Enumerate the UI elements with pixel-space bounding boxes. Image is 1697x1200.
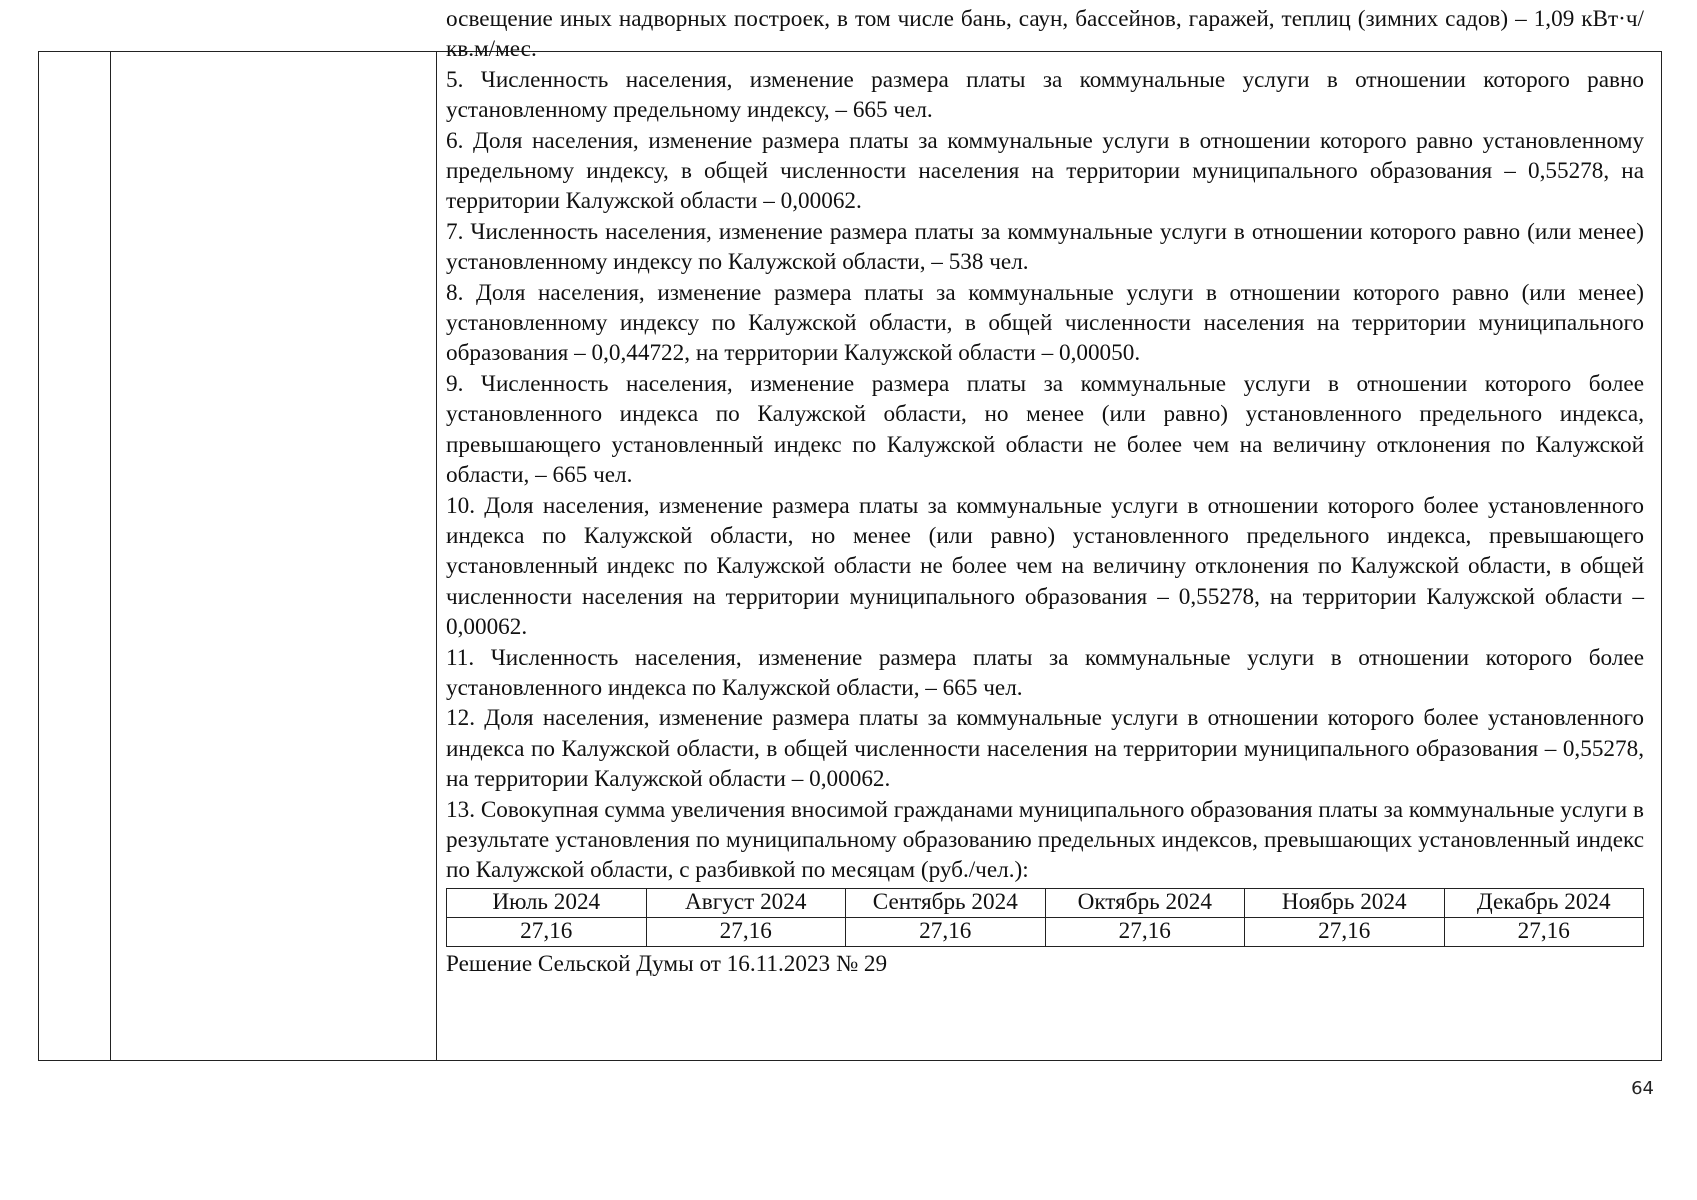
paragraph: 5. Численность населения, изменение размера платы за коммунальные услуги в отношении которого равно установленному предельному индексу, – 665 чел.: [446, 66, 1644, 124]
table-cell: 27,16: [1444, 917, 1644, 946]
paragraph: 6. Доля населения, изменение размера платы за коммунальные услуги в отношении которого равно установленному предельному индексу, в общей численности населения на территории муниципального образования – 0,55278, на территории Калужской области – 0,00062.: [446, 127, 1644, 215]
table-header-cell: Август 2024: [646, 888, 846, 917]
table-row: [447, 917, 1644, 946]
paragraph: освещение иных надворных построек, в том числе бань, саун, бассейнов, гаражей, теплиц (зимних садов) – 1,09 кВт·ч/кв.м/мес.: [446, 6, 1644, 63]
table-cell: 27,16: [646, 917, 846, 946]
paragraph: 12. Доля населения, изменение размера платы за коммунальные услуги в отношении которого более установленного индекса по Калужской области, в общей численности населения на территории муниципального образования – 0,55278, на территории Калужской области – 0,00062.: [446, 705, 1644, 793]
paragraph: 10. Доля населения, изменение размера платы за коммунальные услуги в отношении которого более установленного индекса по Калужской области, но менее (или равно) установленного предельного индекса, превышающего установленный индекс по Калужской области не более чем на величину отклонения по Калужской области, в общей численности населения на территории муниципального образования – 0,55278, на территории Калужской области – 0,00062.: [446, 492, 1644, 641]
paragraph: 8. Доля населения, изменение размера платы за коммунальные услуги в отношении которого равно (или менее) установленному индексу по Калужской области, в общей численности населения на территории муниципального образования – 0,0,44722, на территории Калужской области – 0,00050.: [446, 279, 1644, 367]
paragraph: 13. Совокупная сумма увеличения вносимой гражданами муниципального образования платы за коммунальные услуги в результате установления по муниципальному образованию предельных индексов, превышающих установленный индекс по Калужской области, с разбивкой по месяцам (руб./чел.):: [446, 796, 1644, 884]
page-number: 64: [1631, 1078, 1654, 1099]
content-cell: [446, 4, 1644, 979]
paragraph: 11. Численность населения, изменение размера платы за коммунальные услуги в отношении которого более установленного индекса по Калужской области, – 665 чел.: [446, 644, 1644, 701]
table-cell: 27,16: [447, 917, 647, 946]
column-divider: [110, 52, 111, 1060]
table-header-cell: Июль 2024: [447, 888, 647, 917]
decision-note: Решение Сельской Думы от 16.11.2023 № 29: [446, 950, 888, 977]
table-cell: 27,16: [1245, 917, 1445, 946]
table-cell: 27,16: [1045, 917, 1245, 946]
table-header-row: [447, 888, 1644, 917]
table-header-cell: Ноябрь 2024: [1245, 888, 1445, 917]
paragraph: 9. Численность населения, изменение размера платы за коммунальные услуги в отношении которого более установленного индекса по Калужской области, но менее (или равно) установленного предельного индекса, превышающего установленный индекс по Калужской области не более чем на величину отклонения по Калужской области, – 665 чел.: [446, 370, 1644, 489]
monthly-table: [446, 888, 1644, 947]
table-header-cell: Декабрь 2024: [1444, 888, 1644, 917]
table-cell: 27,16: [846, 917, 1046, 946]
table-header-cell: Сентябрь 2024: [846, 888, 1046, 917]
table-header-cell: Октябрь 2024: [1045, 888, 1245, 917]
column-divider: [436, 52, 437, 1060]
paragraph: 7. Численность населения, изменение размера платы за коммунальные услуги в отношении которого равно (или менее) установленному индексу по Калужской области, – 538 чел.: [446, 218, 1644, 276]
